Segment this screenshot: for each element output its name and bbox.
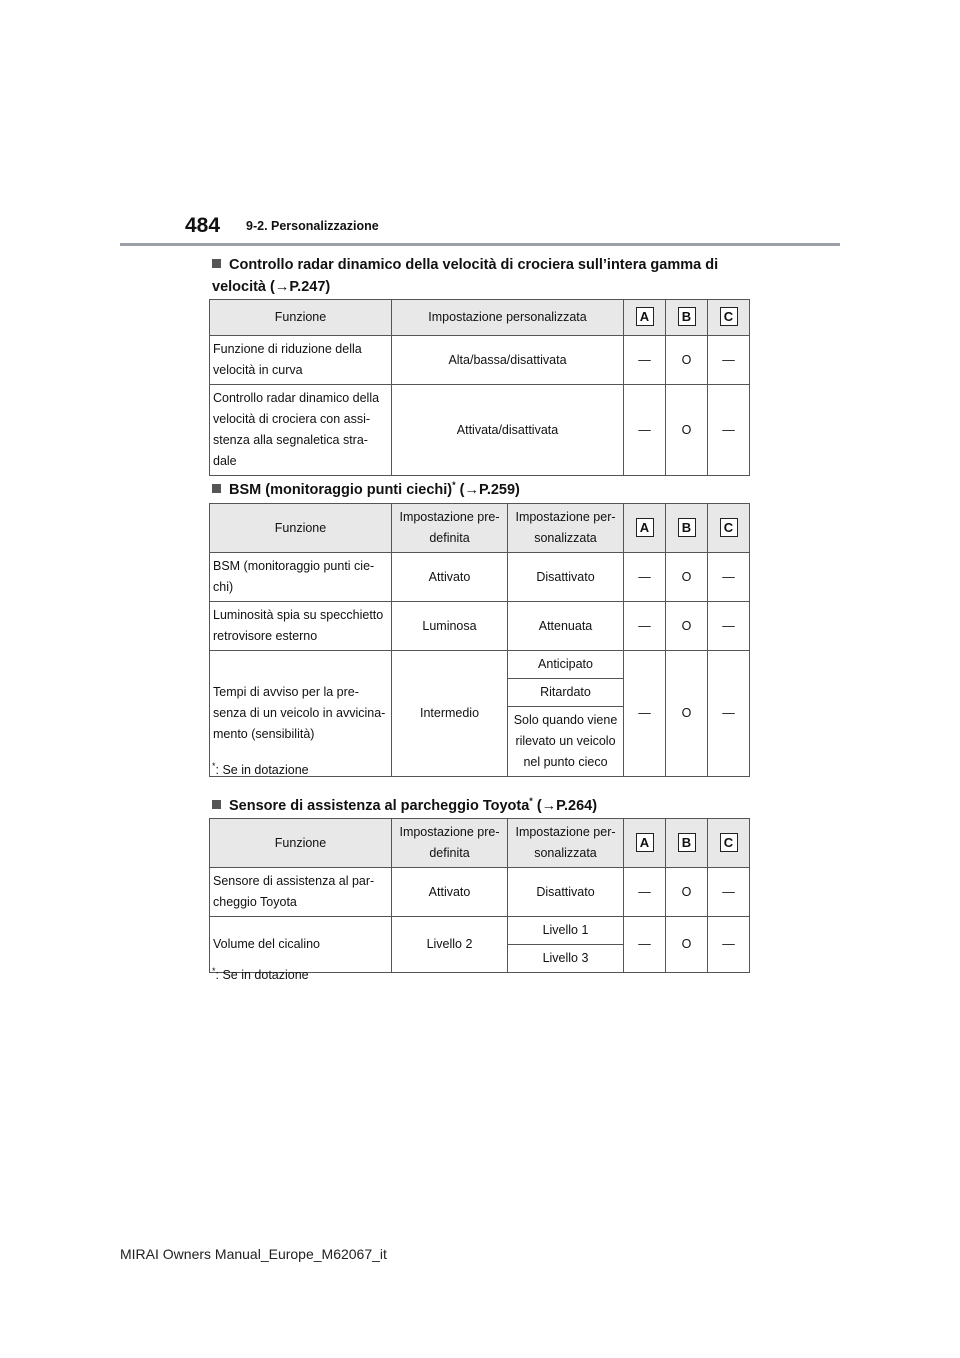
heading-bsm-ref: (→P.259) <box>455 481 520 498</box>
cell-default: Attivato <box>392 868 508 917</box>
table-row <box>210 385 750 476</box>
cell-a: — <box>624 917 666 973</box>
heading-parking-star: * <box>529 796 533 806</box>
cell-custom-option: Livello 1 <box>508 917 624 945</box>
cell-default: Livello 2 <box>392 917 508 973</box>
cell-c: — <box>708 553 750 602</box>
letter-c-icon: C <box>720 307 738 326</box>
col-header-c <box>708 504 750 553</box>
cell-custom: Attivata/disattivata <box>392 385 624 476</box>
table-parking-sensor <box>209 818 750 973</box>
col-header-function: Funzione <box>210 504 392 553</box>
col-header-function: Funzione <box>210 819 392 868</box>
heading-bsm-star: * <box>452 480 456 490</box>
letter-b-icon: B <box>678 833 696 852</box>
square-bullet-icon <box>212 800 221 809</box>
table-row <box>210 651 750 679</box>
col-header-a <box>624 300 666 336</box>
footer-manual-id: MIRAI Owners Manual_Europe_M62067_it <box>120 1246 387 1262</box>
cell-c: — <box>708 651 750 777</box>
footnote-star: * <box>212 761 216 771</box>
heading-parking-text: Sensore di assistenza al parcheggio Toyota <box>229 797 530 814</box>
footnote-text: : Se in dotazione <box>215 968 309 983</box>
cell-function: BSM (monitoraggio punti cie-chi) <box>210 553 392 602</box>
cell-default: Intermedio <box>392 651 508 777</box>
cell-function: Sensore di assistenza al par-cheggio Toyota <box>210 868 392 917</box>
section-title: 9-2. Personalizzazione <box>246 219 379 233</box>
footnote-text: : Se in dotazione <box>215 763 309 778</box>
col-header-default: Impostazione pre-definita <box>392 819 508 868</box>
cell-c: — <box>708 868 750 917</box>
header-rule <box>120 243 840 246</box>
cell-c: — <box>708 385 750 476</box>
letter-a-icon: A <box>636 518 654 537</box>
col-header-a <box>624 819 666 868</box>
footnote-bsm <box>212 761 309 777</box>
cell-function: Funzione di riduzione della velocità in curva <box>210 336 392 385</box>
letter-c-icon: C <box>720 518 738 537</box>
cell-custom: Alta/bassa/disattivata <box>392 336 624 385</box>
cell-function: Controllo radar dinamico della velocità di crociera con assi-stenza alla segnaletica stra-dale <box>210 385 392 476</box>
table-radar-cruise <box>209 299 750 476</box>
cell-custom: Attenuata <box>508 602 624 651</box>
heading-bsm-text: BSM (monitoraggio punti ciechi) <box>229 481 453 498</box>
table-row <box>210 553 750 602</box>
col-header-b <box>666 504 708 553</box>
col-header-b <box>666 819 708 868</box>
square-bullet-icon <box>212 259 221 268</box>
col-header-default: Impostazione pre-definita <box>392 504 508 553</box>
letter-a-icon: A <box>636 833 654 852</box>
footnote-parking <box>212 966 309 982</box>
cell-b: O <box>666 602 708 651</box>
col-header-a <box>624 504 666 553</box>
cell-b: O <box>666 336 708 385</box>
cell-a: — <box>624 553 666 602</box>
col-header-function: Funzione <box>210 300 392 336</box>
letter-b-icon: B <box>678 307 696 326</box>
cell-b: O <box>666 385 708 476</box>
cell-custom-option: Ritardato <box>508 679 624 707</box>
cell-b: O <box>666 651 708 777</box>
letter-b-icon: B <box>678 518 696 537</box>
page-number: 484 <box>185 214 221 237</box>
cell-function: Tempi di avviso per la pre-senza di un veicolo in avvicina-mento (sensibilità) <box>210 651 392 777</box>
heading-bsm <box>212 474 520 501</box>
cell-c: — <box>708 602 750 651</box>
table-row <box>210 602 750 651</box>
cell-b: O <box>666 868 708 917</box>
cell-c: — <box>708 336 750 385</box>
cell-b: O <box>666 553 708 602</box>
cell-function: Luminosità spia su specchietto retrovisore esterno <box>210 602 392 651</box>
col-header-custom: Impostazione per-sonalizzata <box>508 504 624 553</box>
heading-parking-sensor <box>212 790 597 817</box>
cell-a: — <box>624 336 666 385</box>
footnote-star: * <box>212 966 216 976</box>
cell-c: — <box>708 917 750 973</box>
cell-a: — <box>624 385 666 476</box>
table-row <box>210 868 750 917</box>
col-header-c <box>708 819 750 868</box>
col-header-b <box>666 300 708 336</box>
letter-c-icon: C <box>720 833 738 852</box>
col-header-c <box>708 300 750 336</box>
cell-a: — <box>624 651 666 777</box>
heading-radar-cruise <box>212 254 732 298</box>
table-row <box>210 336 750 385</box>
heading-parking-ref: (→P.264) <box>532 797 598 814</box>
col-header-custom: Impostazione personalizzata <box>392 300 624 336</box>
cell-default: Luminosa <box>392 602 508 651</box>
cell-a: — <box>624 868 666 917</box>
letter-a-icon: A <box>636 307 654 326</box>
cell-a: — <box>624 602 666 651</box>
cell-custom: Disattivato <box>508 868 624 917</box>
table-bsm <box>209 503 750 777</box>
square-bullet-icon <box>212 484 221 493</box>
cell-custom-option: Solo quando viene rilevato un veicolo nel punto cieco <box>508 707 624 777</box>
cell-custom: Disattivato <box>508 553 624 602</box>
cell-custom-option: Anticipato <box>508 651 624 679</box>
col-header-custom: Impostazione per-sonalizzata <box>508 819 624 868</box>
cell-b: O <box>666 917 708 973</box>
cell-default: Attivato <box>392 553 508 602</box>
cell-function: Volume del cicalino <box>210 917 392 973</box>
cell-custom-option: Livello 3 <box>508 945 624 973</box>
heading-radar-cruise-text: Controllo radar dinamico della velocità di crociera sull’intera gamma di velocità (→P.247) <box>212 257 719 295</box>
table-row <box>210 917 750 945</box>
